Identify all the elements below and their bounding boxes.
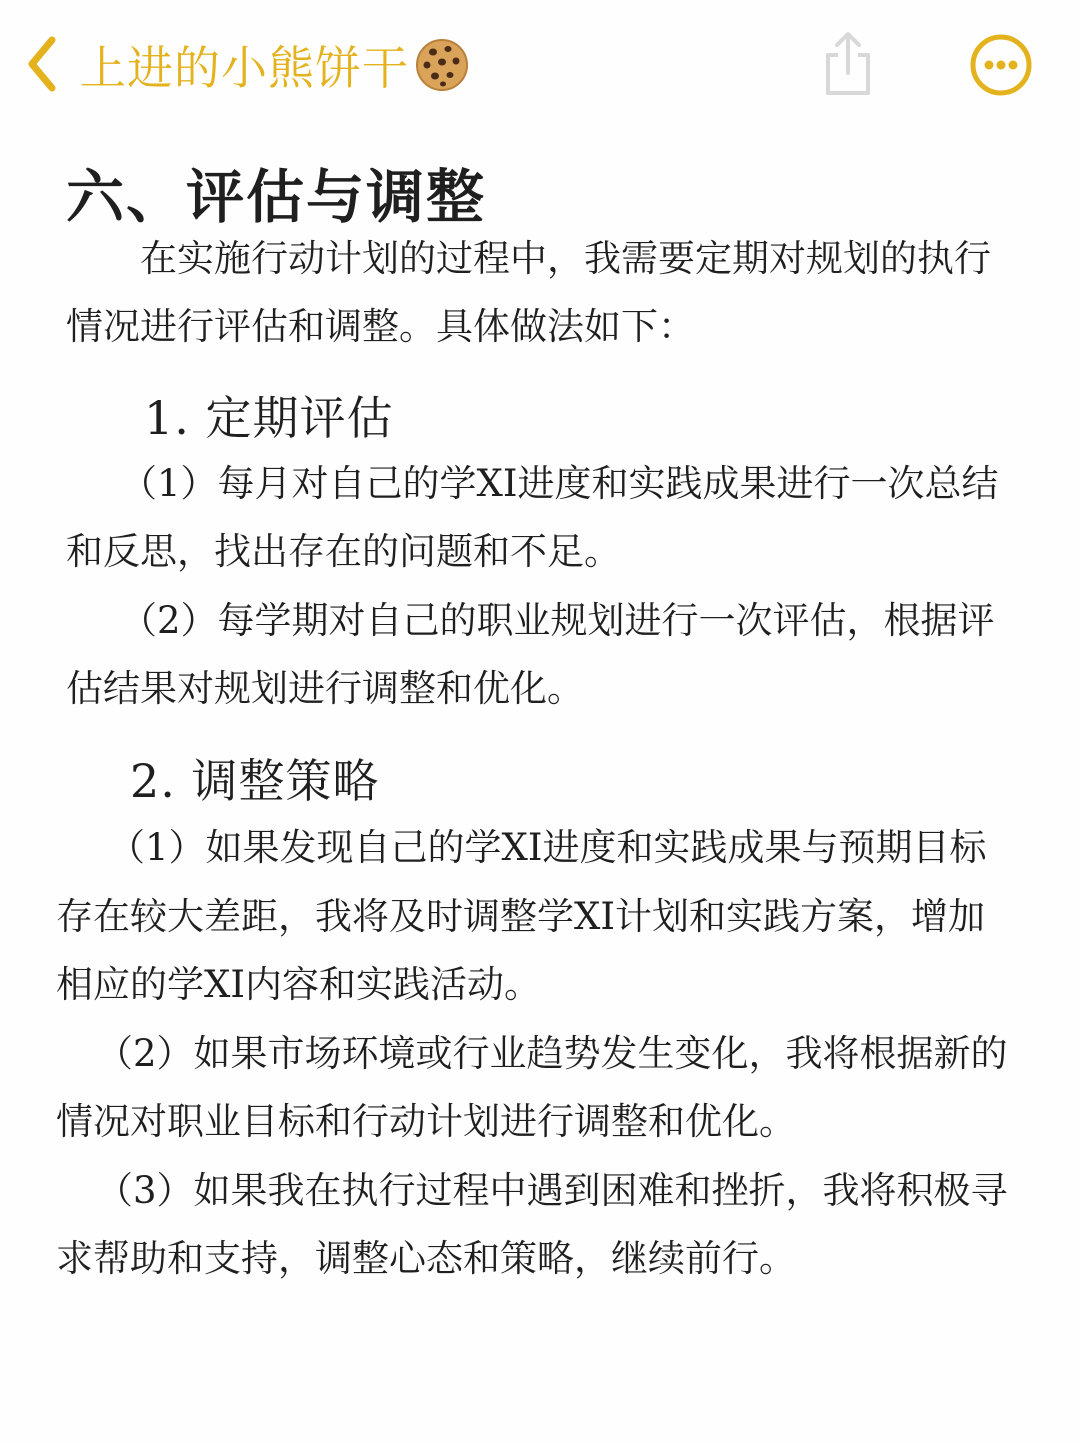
- subsection-title: 1. 定期评估: [144, 391, 394, 445]
- list-item-line: 存在较大差距，我将及时调整学XI计划和实践方案，增加: [56, 895, 985, 938]
- top-nav-bar: [0, 0, 1080, 130]
- intro-line: 情况进行评估和调整。具体做法如下：: [66, 305, 695, 348]
- list-item-line: 估结果对规划进行调整和优化。: [66, 667, 584, 710]
- subsection-title: 2. 调整策略: [130, 754, 380, 808]
- chevron-left-icon: [22, 34, 62, 94]
- intro-line: 在实施行动计划的过程中，我需要定期对规划的执行: [140, 237, 991, 280]
- list-item-line: 相应的学XI内容和实践活动。: [56, 963, 541, 1006]
- account-name[interactable]: [80, 30, 469, 100]
- list-item-line: （3）如果我在执行过程中遇到困难和挫折，我将积极寻: [96, 1169, 1008, 1212]
- share-icon: [818, 29, 878, 99]
- cookie-icon: [415, 38, 469, 92]
- list-item-line: （2）如果市场环境或行业趋势发生变化，我将根据新的: [96, 1032, 1008, 1075]
- list-item-line: （2）每学期对自己的职业规划进行一次评估，根据评: [120, 599, 995, 642]
- more-icon: [969, 33, 1033, 97]
- back-button[interactable]: [14, 28, 70, 100]
- share-button[interactable]: [814, 26, 882, 102]
- list-item-line: （1）每月对自己的学XI进度和实践成果进行一次总结: [120, 462, 999, 505]
- list-item-line: （1）如果发现自己的学XI进度和实践成果与预期目标: [108, 826, 987, 869]
- account-name-text: 上进的小熊饼干: [80, 41, 409, 95]
- list-item-line: 情况对职业目标和行动计划进行调整和优化。: [56, 1100, 796, 1143]
- list-item-line: 和反思，找出存在的问题和不足。: [66, 530, 621, 573]
- section-heading: 六、评估与调整: [66, 163, 487, 231]
- list-item-line: 求帮助和支持，调整心态和策略，继续前行。: [56, 1237, 796, 1280]
- more-options-button[interactable]: [966, 30, 1036, 100]
